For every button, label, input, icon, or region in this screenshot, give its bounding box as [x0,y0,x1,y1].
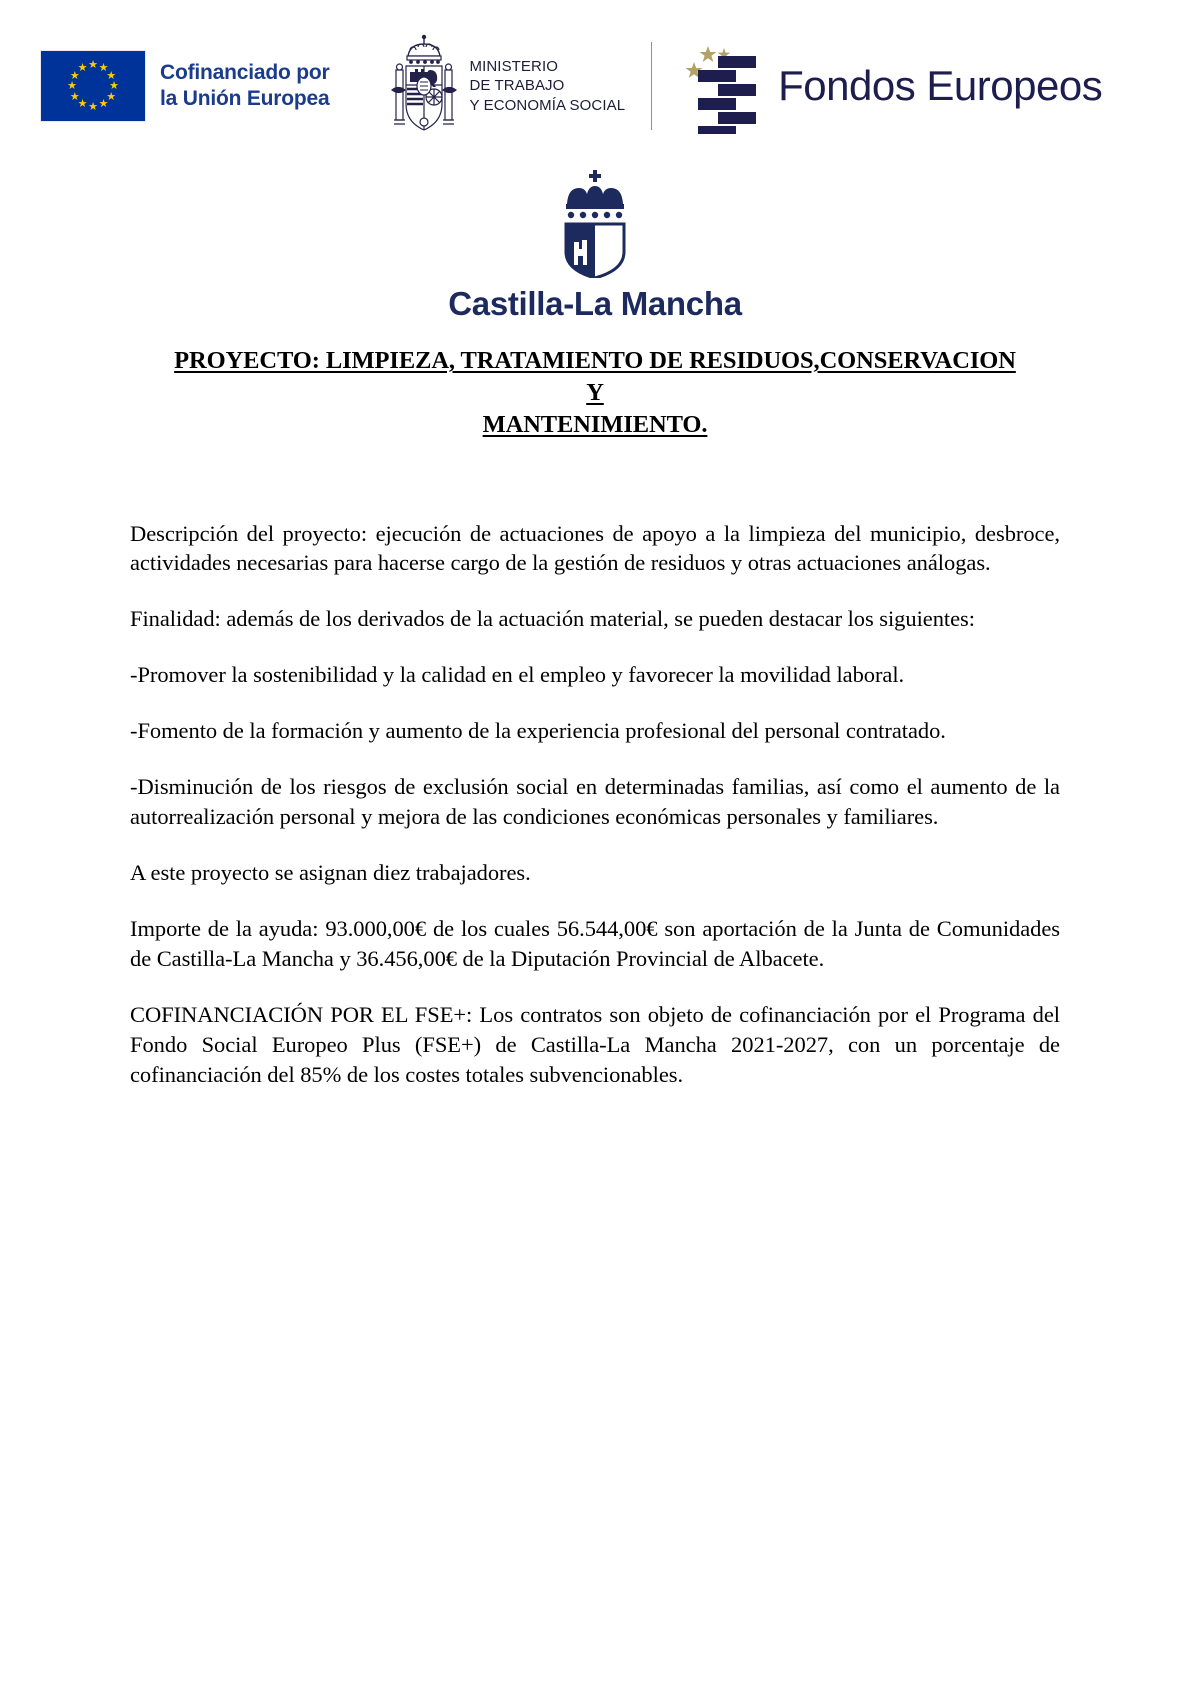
document-body [130,441,1060,1090]
eu-logo-line2: la Unión Europea [160,87,330,110]
page-title [165,345,1025,441]
ministry-line2: DE TRABAJO [469,77,565,95]
logo-divider [651,42,652,130]
paragraph-finalidad: Finalidad: además de los derivados de la actuación material, se pueden destacar los siguientes: [130,606,975,632]
eu-cofinanced-logo [40,50,330,122]
castilla-la-mancha-logo [0,168,1190,323]
castilla-la-mancha-shield-icon [541,168,649,278]
ministry-line3: Y ECONOMÍA SOCIAL [469,96,626,114]
paragraph-bullet-sostenibilidad: -Promover la sostenibilidad y la calidad en el empleo y favorecer la movilidad laboral. [130,662,905,688]
page-title-line1: PROYECTO: LIMPIEZA, TRATAMIENTO DE RESIDUOS,CONSERVACION Y [174,347,1016,406]
paragraph-bullet-exclusion: -Disminución de los riesgos de exclusión social en determinadas familias, así como el aumento de la autorrealización personal y mejora de las condiciones económicas personales y familiares. [130,774,1060,830]
fondos-europeos-label: Fondos Europeos [778,62,1103,109]
eu-logo-line1: Cofinanciado por [160,61,330,85]
ministry-logo [388,34,626,138]
paragraph-trabajadores: A este proyecto se asignan diez trabajadores. [130,859,531,885]
eu-flag-icon [40,50,146,122]
eu-logo-text [160,60,330,111]
paragraph-bullet-formacion: -Fomento de la formación y aumento de la experiencia profesional del personal contratado. [130,718,946,744]
paragraph-cofinanciacion-fse: COFINANCIACIÓN POR EL FSE+: Los contratos son objeto de cofinanciación por el Programa del Fondo Social Europeo Plus (FSE+) de Castilla-La Mancha 2021-2027, con un porcentaje de cofinanciación del 85% de los costes totales subvencionables. [130,1001,1060,1087]
fondos-europeos-mark-icon [670,38,762,134]
paragraph-importe-ayuda: Importe de la ayuda: 93.000,00€ de los cuales 56.544,00€ son aportación de la Junta de Comunidades de Castilla-La Mancha y 36.456,00€ de la Diputación Provincial de Albacete. [130,915,1060,971]
page-title-line2: MANTENIMIENTO. [482,410,708,438]
spain-coat-of-arms-icon [388,34,460,138]
header-logo-band [0,0,1190,150]
castilla-la-mancha-label: Castilla-La Mancha [448,285,742,322]
ministry-logo-text [470,57,626,116]
fondos-europeos-logo [670,38,1102,134]
ministry-line1: MINISTERIO [469,57,559,75]
paragraph-descripcion: Descripción del proyecto: ejecución de actuaciones de apoyo a la limpieza del municipio, desbroce, actividades necesarias para hacerse cargo de la gestión de residuos y otras actuaciones análogas. [130,520,1060,576]
